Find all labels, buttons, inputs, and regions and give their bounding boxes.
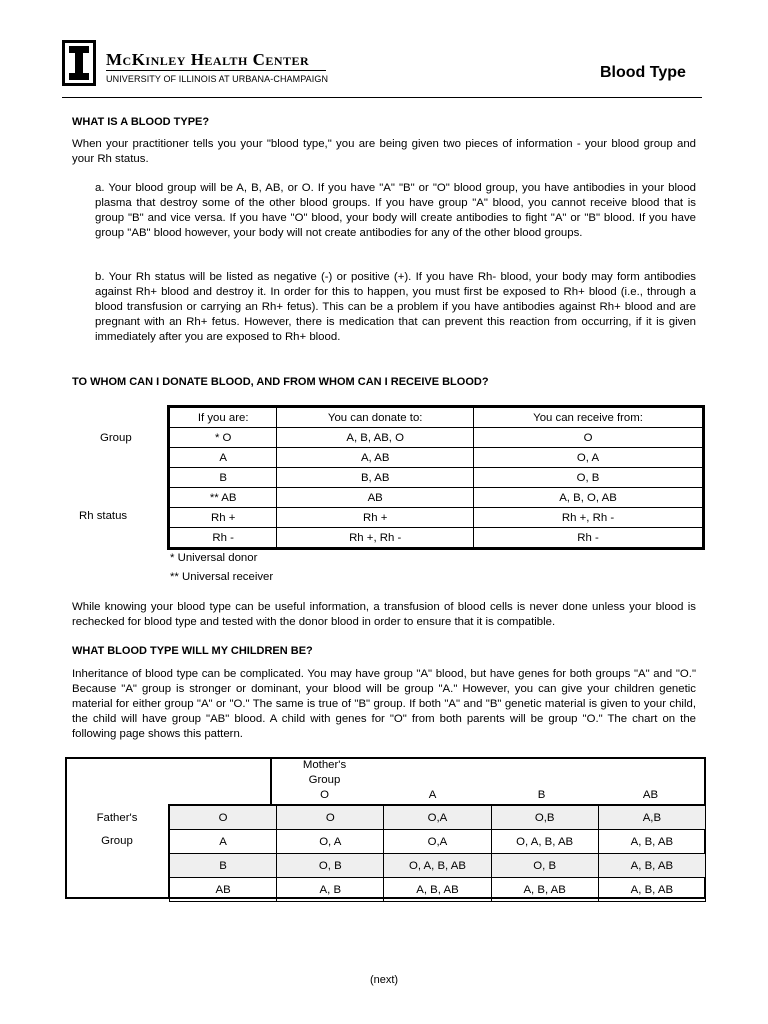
table-cell: Rh +, Rh - [474, 508, 704, 528]
university-logo-icon [62, 40, 96, 86]
next-page-indicator: (next) [369, 974, 399, 986]
column-header: You can donate to: [277, 407, 474, 428]
table-cell: O, B [491, 854, 598, 878]
table-row [169, 488, 704, 508]
table-cell: O [277, 805, 384, 830]
table-header-row [169, 407, 704, 428]
donate-receive-table [167, 405, 705, 550]
father-row-header: O [170, 805, 277, 830]
header-divider [62, 97, 702, 98]
table-row [169, 528, 704, 549]
org-subtitle: UNIVERSITY OF ILLINOIS AT URBANA-CHAMPAIGN [106, 74, 329, 84]
inheritance-paragraph: Inheritance of blood type can be complicated. You may have group "A" blood, but have genes for both groups "A" and "O." Because "A" group is stronger or dominant, your blood will be group "A." However, you can give your children genetic material for either group "A" or "O." The same is true of "B" group. If both "A" and "B" genetic material is given to your child, the child will have group "AB" blood. A child with genes for "O" from both parents will be group "O." The chart on the following page shows this pattern. [72, 668, 696, 740]
mother-col-header: AB [642, 789, 659, 801]
mother-col-header: B [537, 789, 546, 801]
table-cell: Rh - [169, 528, 277, 549]
table-cell: AB [277, 488, 474, 508]
table-cell: B, AB [277, 468, 474, 488]
table-cell: O [474, 428, 704, 448]
table-cell: O,B [491, 805, 598, 830]
heading-donate-receive: TO WHOM CAN I DONATE BLOOD, AND FROM WHOM CAN I RECEIVE BLOOD? [72, 376, 489, 388]
row-label-rh-status: Rh status [79, 510, 128, 522]
table-cell: A, B, O, AB [474, 488, 704, 508]
father-group-label: Group [101, 835, 133, 847]
table-cell: A [169, 448, 277, 468]
table-row [169, 468, 704, 488]
table-cell: A, B, AB [598, 878, 705, 902]
table-cell: ** AB [169, 488, 277, 508]
table-cell: A, B, AB [598, 854, 705, 878]
table-row [170, 830, 706, 854]
intro-paragraph: When your practitioner tells you your "blood type," you are being given two pieces of information - your blood group and your Rh status. [72, 138, 696, 165]
table-cell: O, A, B, AB [384, 854, 491, 878]
table-cell: O, A, B, AB [491, 830, 598, 854]
heading-what-is-blood-type: WHAT IS A BLOOD TYPE? [72, 116, 210, 128]
row-label-group: Group [100, 432, 132, 444]
table-cell: Rh + [277, 508, 474, 528]
table-cell: O,A [384, 830, 491, 854]
table-row [170, 805, 706, 830]
inheritance-table [169, 804, 706, 902]
transfusion-paragraph: While knowing your blood type can be useful information, a transfusion of blood cells is never done unless your blood is rechecked for blood type and tested with the donor blood in order to ensure that it is compatible. [72, 601, 696, 628]
table-row [169, 508, 704, 528]
table-cell: A, AB [277, 448, 474, 468]
father-row-header: A [170, 830, 277, 854]
table-cell: A, B [277, 878, 384, 902]
org-divider [106, 70, 326, 71]
table-cell: A, B, AB [491, 878, 598, 902]
table-cell: A, B, AB [598, 830, 705, 854]
mother-group-label: Group [308, 774, 341, 786]
table-cell: A,B [598, 805, 705, 830]
table-cell: O, B [474, 468, 704, 488]
table-row [169, 448, 704, 468]
table-cell: * O [169, 428, 277, 448]
table-row [169, 428, 704, 448]
father-row-header: B [170, 854, 277, 878]
note-universal-receiver: ** Universal receiver [170, 571, 274, 583]
table-row [170, 878, 706, 902]
table-row [170, 854, 706, 878]
column-header: You can receive from: [474, 407, 704, 428]
table-cell: O,A [384, 805, 491, 830]
father-row-header: AB [170, 878, 277, 902]
column-header: If you are: [169, 407, 277, 428]
heading-children-blood-type: WHAT BLOOD TYPE WILL MY CHILDREN BE? [72, 645, 313, 657]
table-cell: Rh +, Rh - [277, 528, 474, 549]
document-title: Blood Type [600, 64, 686, 81]
table-cell: Rh - [474, 528, 704, 549]
table-cell: A, B, AB, O [277, 428, 474, 448]
mother-col-header: A [428, 789, 437, 801]
org-name: McKinley Health Center [106, 50, 310, 69]
table-cell: Rh + [169, 508, 277, 528]
table-cell: A, B, AB [384, 878, 491, 902]
table-cell: O, A [277, 830, 384, 854]
mother-col-header: O [320, 789, 329, 801]
note-universal-donor: * Universal donor [170, 552, 258, 564]
father-group-label: Father's [96, 812, 138, 824]
table-cell: O, A [474, 448, 704, 468]
paragraph-b: b. Your Rh status will be listed as negative (-) or positive (+). If you have Rh- blood, your body may form antibodies against Rh+ blood and destroy it. In order for this to happen, you must first be exposed to Rh+ blood (i.e., through a blood transfusion or carrying an Rh+ fetus). This can be a problem if you have antibodies against Rh+ blood and are pregnant with an Rh+ fetus. However, there is medication that can prevent this reaction from occurring, if it is given immediately after you are exposed to Rh+ blood. [95, 271, 696, 343]
mother-group-label: Mother's [302, 759, 347, 771]
paragraph-a: a. Your blood group will be A, B, AB, or O. If you have "A" "B" or "O" blood group, you have antibodies in your blood plasma that destroy some of the other blood groups. If you have group "A" blood, you cannot receive blood that is group "B" and vice versa. If you have "O" blood, your body will create antibodies to fight "A" or "B" blood. If you have group "AB" blood however, your body will not create antibodies for any of the other blood groups. [95, 182, 696, 239]
table-cell: B [169, 468, 277, 488]
table-cell: O, B [277, 854, 384, 878]
